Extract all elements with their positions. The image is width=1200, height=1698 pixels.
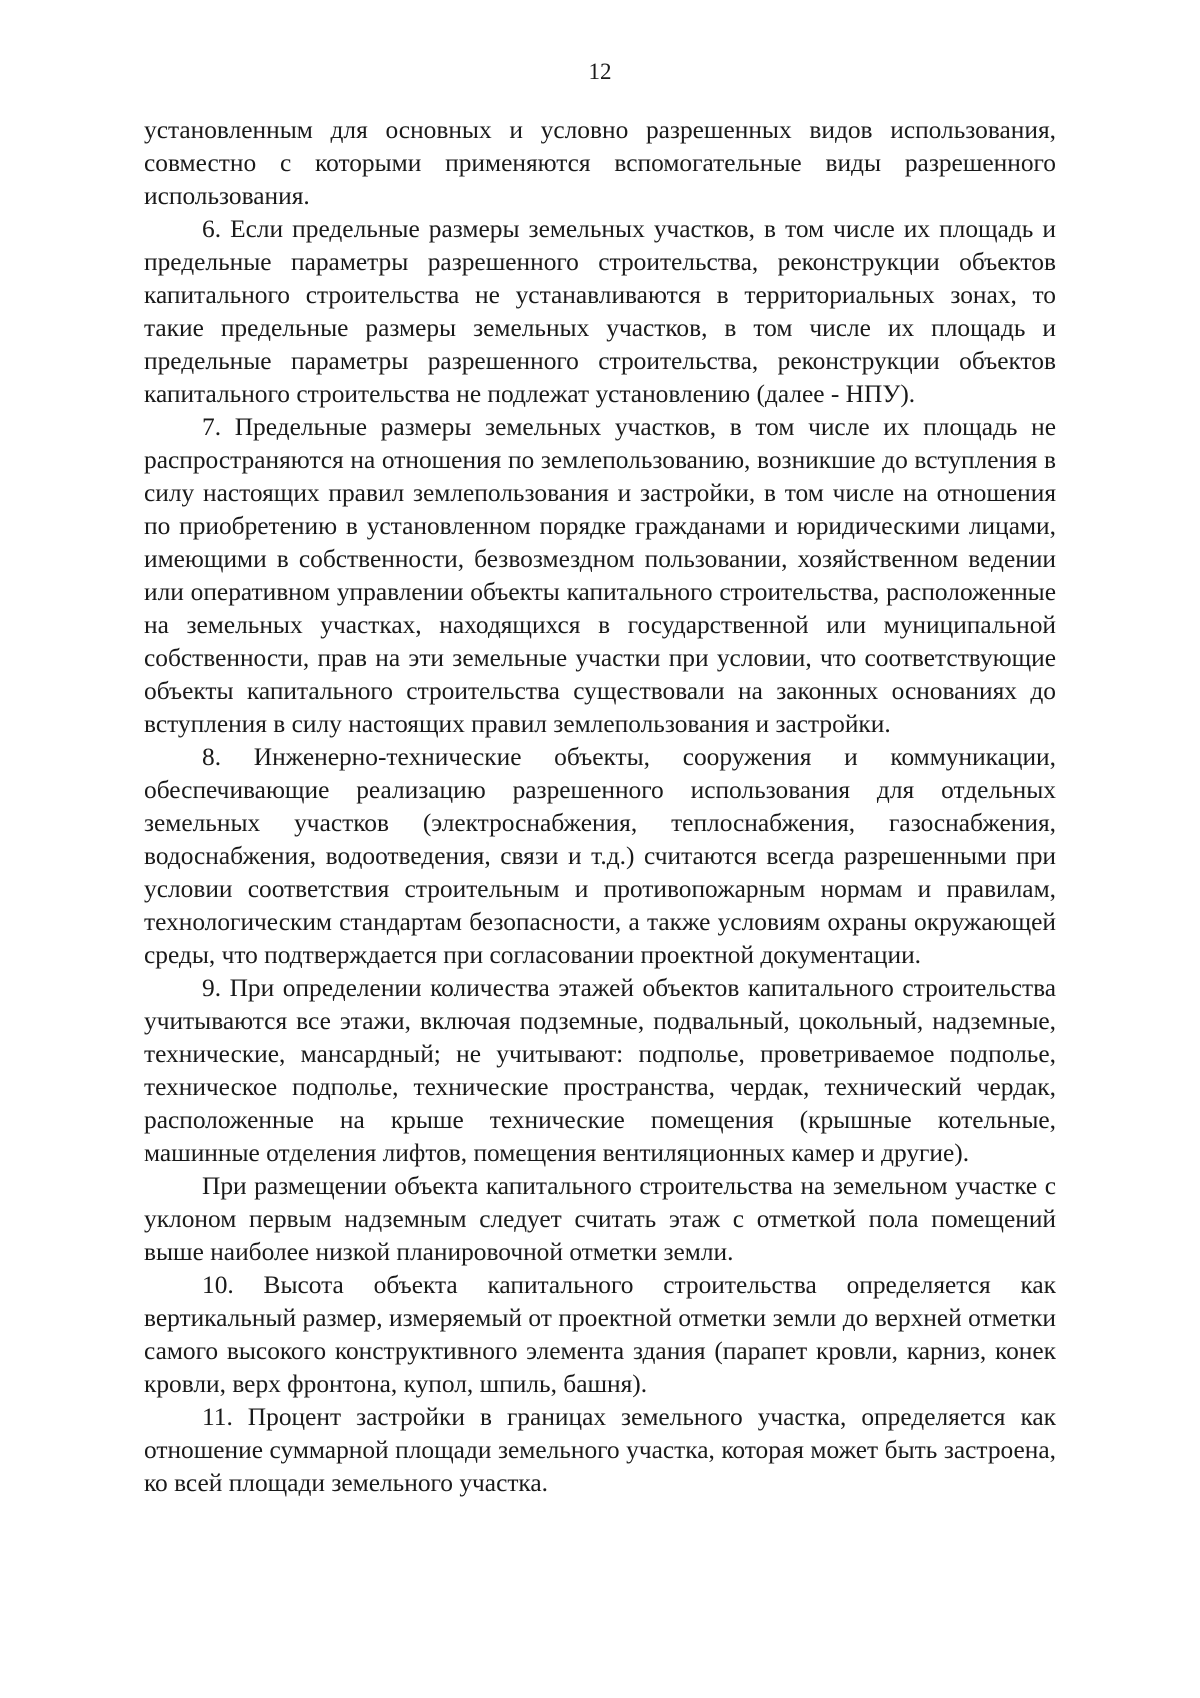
- paragraph-item-10: 10. Высота объекта капитального строительства определяется как вертикальный размер, измеряемый от проектной отметки земли до верхней отметки самого высокого конструктивного элемента здания (парапет кровли, карниз, конек кровли, верх фронтона, купол, шпиль, башня).: [144, 1271, 1056, 1398]
- paragraph-item-6: 6. Если предельные размеры земельных участков, в том числе их площадь и предельные параметры разрешенного строительства, реконструкции объектов капитального строительства не устанавливаются в территориальных зонах, то такие предельные размеры земельных участков, в том числе их площадь и предельные параметры разрешенного строительства, реконструкции объектов капитального строительства не подлежат установлению (далее - НПУ).: [144, 215, 1056, 408]
- paragraph-continuation: установленным для основных и условно разрешенных видов использования, совместно с которыми применяются вспомогательные виды разрешенного использования.: [144, 116, 1056, 210]
- document-body: [144, 114, 1056, 1500]
- paragraph-item-8: 8. Инженерно-технические объекты, сооружения и коммуникации, обеспечивающие реализацию разрешенного использования для отдельных земельных участков (электроснабжения, теплоснабжения, газоснабжения, водоснабжения, водоотведения, связи и т.д.) считаются всегда разрешенными при условии соответствия строительным и противопожарным нормам и правилам, технологическим стандартам безопасности, а также условиям охраны окружающей среды, что подтверждается при согласовании проектной документации.: [144, 743, 1056, 969]
- page-number: 12: [588, 59, 612, 84]
- paragraph-item-11: 11. Процент застройки в границах земельного участка, определяется как отношение суммарной площади земельного участка, которая может быть застроена, ко всей площади земельного участка.: [144, 1403, 1056, 1497]
- paragraph-item-7: 7. Предельные размеры земельных участков, в том числе их площадь не распространяются на отношения по землепользованию, возникшие до вступления в силу настоящих правил землепользования и застройки, в том числе на отношения по приобретению в установленном порядке гражданами и юридическими лицами, имеющими в собственности, безвозмездном пользовании, хозяйственном ведении или оперативном управлении объекты капитального строительства, расположенные на земельных участках, находящихся в государственной или муниципальной собственности, прав на эти земельные участки при условии, что соответствующие объекты капитального строительства существовали на законных основаниях до вступления в силу настоящих правил землепользования и застройки.: [144, 413, 1056, 738]
- paragraph-item-9-note: При размещении объекта капитального строительства на земельном участке с уклоном первым надземным следует считать этаж с отметкой пола помещений выше наиболее низкой планировочной отметки земли.: [144, 1172, 1056, 1266]
- paragraph-item-9: 9. При определении количества этажей объектов капитального строительства учитываются все этажи, включая подземные, подвальный, цокольный, надземные, технические, мансардный; не учитывают: подполье, проветриваемое подполье, техническое подполье, технические пространства, чердак, технический чердак, расположенные на крыше технические помещения (крышные котельные, машинные отделения лифтов, помещения вентиляционных камер и другие).: [144, 974, 1056, 1167]
